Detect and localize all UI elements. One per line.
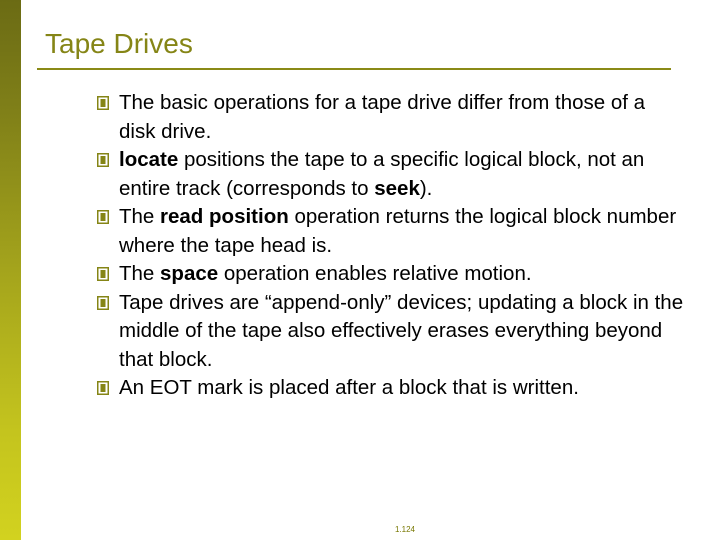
box-bullet-icon <box>97 153 109 167</box>
box-bullet-icon <box>97 96 109 110</box>
bullet-keyword: space <box>160 262 219 285</box>
box-bullet-icon <box>97 210 109 224</box>
bullet-item <box>97 260 687 289</box>
box-bullet-icon <box>97 296 109 310</box>
bullet-text: An EOT mark is placed after a block that is written. <box>119 376 579 399</box>
box-bullet-icon <box>97 267 109 281</box>
bullet-keyword: read position <box>160 205 289 228</box>
bullet-text: operation returns the logical block number where the tape head is. <box>119 205 677 257</box>
bullet-text: operation enables relative motion. <box>218 262 532 285</box>
slide-title: Tape Drives <box>45 28 193 59</box>
slide-number: 1.124 <box>394 525 416 534</box>
bullet-item <box>97 89 687 146</box>
bullet-keyword: seek <box>374 176 420 200</box>
bullet-text: ). <box>419 176 433 200</box>
bullet-text: positions the tape to a specific logical block, not an entire track (corresponds to <box>119 148 645 200</box>
bullet-item <box>97 203 687 260</box>
bullet-text: The <box>119 205 161 228</box>
bullet-item <box>97 374 687 403</box>
bullet-list <box>97 89 687 403</box>
title-underline <box>37 68 671 70</box>
bullet-item <box>97 146 687 203</box>
bullet-item <box>97 289 687 375</box>
box-bullet-icon <box>97 381 109 395</box>
bullet-keyword: locate <box>119 148 179 171</box>
bullet-text: Tape drives are “append-only” devices; updating a block in the middle of the tape also effectively erases everything beyond that block. <box>119 290 684 371</box>
side-bar <box>0 0 21 540</box>
bullet-text: The basic operations for a tape drive differ from those of a disk drive. <box>119 91 646 143</box>
bullet-text: The <box>119 262 161 285</box>
